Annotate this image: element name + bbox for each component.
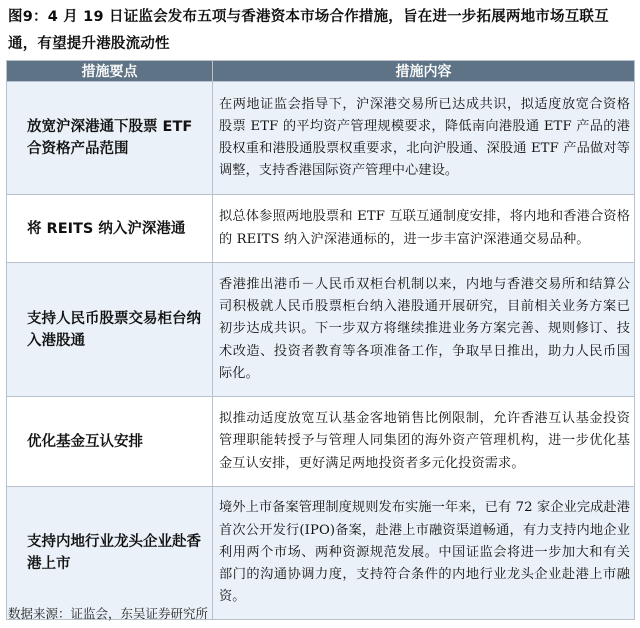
measure-key: 将 REITS 纳入沪深港通 [7,195,213,263]
table-row [7,195,635,263]
measure-key: 支持内地行业龙头企业赴香港上市 [7,487,213,620]
header-measure-key: 措施要点 [7,61,213,82]
table-row [7,82,635,195]
data-source-note: 数据来源：证监会，东吴证券研究所 [8,606,209,621]
table-row [7,397,635,487]
measure-key: 优化基金互认安排 [7,397,213,487]
table-header-row [7,61,635,82]
measure-content: 拟推动适度放宽互认基金客地销售比例限制，允许香港互认基金投资管理职能转授予与管理人同集团的海外资产管理机构，进一步优化基金互认安排，更好满足两地投资者多元化投资需求。 [213,397,635,487]
figure-title: 图9：4 月 19 日证监会发布五项与香港资本市场合作措施，旨在进一步拓展两地市场互联互通，有望提升港股流动性 [8,9,609,52]
measure-key: 支持人民币股票交易柜台纳入港股通 [7,263,213,397]
measure-content: 香港推出港币－人民币双柜台机制以来，内地与香港交易所和结算公司积极就人民币股票柜台纳入港股通开展研究，目前相关业务方案已初步达成共识。下一步双方将继续推进业务方案完善、规则修订、技术改造、投资者教育等各项准备工作，争取早日推出，助力人民币国际化。 [213,263,635,397]
measure-content: 境外上市备案管理制度规则发布实施一年来，已有 72 家企业完成赴港首次公开发行(IPO)备案，赴港上市融资渠道畅通，有力支持内地企业利用两个市场、两种资源规范发展。中国证监会将进一步加大和有关部门的沟通协调力度，支持符合条件的内地行业龙头企业赴港上市融资。 [213,487,635,620]
measure-content: 拟总体参照两地股票和 ETF 互联互通制度安排，将内地和香港合资格的 REITS 纳入沪深港通标的，进一步丰富沪深港通交易品种。 [213,195,635,263]
measures-table-container [6,60,634,620]
measure-key: 放宽沪深港通下股票 ETF 合资格产品范围 [7,82,213,195]
header-measure-content: 措施内容 [213,61,635,82]
table-row [7,263,635,397]
measures-table [6,60,635,620]
table-row [7,487,635,620]
measure-content: 在两地证监会指导下，沪深港交易所已达成共识，拟适度放宽合资格股票 ETF 的平均资产管理规模要求，降低南向港股通 ETF 产品的港股权重和港股通股票权重要求，北向沪股通、深股通 ETF 产品做对等调整，支持香港国际资产管理中心建设。 [213,82,635,195]
